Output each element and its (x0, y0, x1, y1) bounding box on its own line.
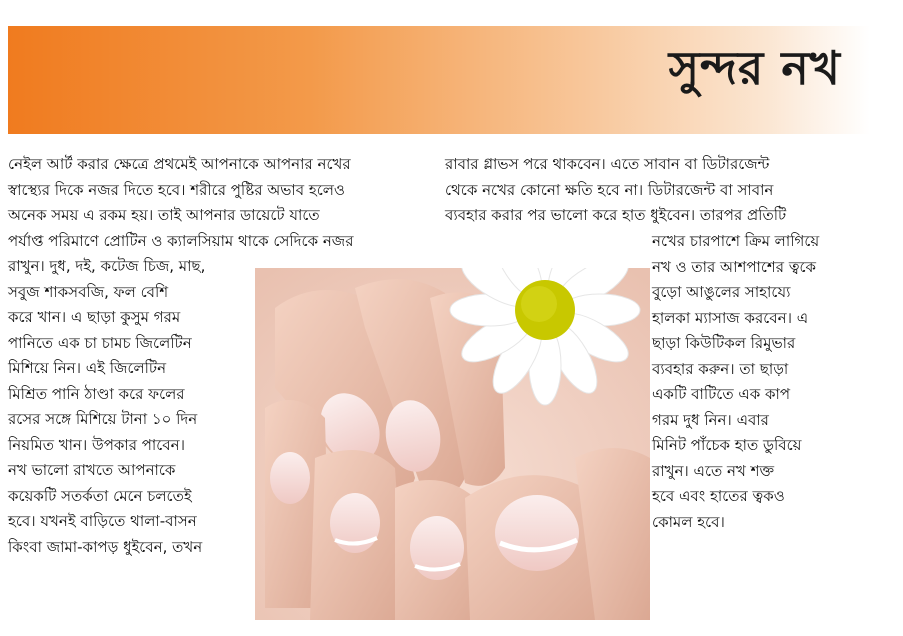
text-line: হবে এবং হাতের ত্বকও (652, 487, 785, 505)
text-line: পর্যাপ্ত পরিমাণে প্রোটিন ও ক্যালসিয়াম থাকে সেদিকে নজর (8, 231, 354, 250)
text-line: নখ ও তার আশপাশের ত্বকে (652, 257, 817, 276)
text-line: একটি বাটিতে এক কাপ (652, 385, 791, 403)
text-line: থেকে নখের কোনো ক্ষতি হবে না। ডিটারজেন্ট বা সাবান (445, 180, 774, 199)
text-line: মিনিট পাঁচেক হাত ডুবিয়ে (652, 436, 802, 454)
text-line: রাখুন। দুধ, দই, কটেজ চিজ, মাছ, (8, 257, 206, 275)
text-line: কিংবা জামা-কাপড় ধুইবেন, তখন (8, 537, 203, 556)
text-line: করে খান। এ ছাড়া কুসুম গরম (8, 308, 181, 326)
text-line: ছাড়া কিউটিকল রিমুভার (652, 334, 796, 352)
text-line: হবে। যখনই বাড়িতে থালা-বাসন (8, 512, 197, 530)
text-line: পানিতে এক চা চামচ জিলেটিন (8, 333, 192, 352)
text-line: নখ ভালো রাখতে আপনাকে (8, 461, 176, 479)
text-line: রাবার গ্লাভস পরে থাকবেন। এতে সাবান বা ডিটারজেন্ট (445, 155, 770, 173)
page-title: সুন্দর নখ (668, 41, 841, 95)
article-right-top (445, 152, 786, 229)
manicure-photo (255, 268, 650, 620)
text-line: নিয়মিত খান। উপকার পাবেন। (8, 435, 185, 454)
text-line: নেইল আর্ট করার ক্ষেত্রে প্রথমেই আপনাকে আপনার নখের (8, 155, 351, 173)
text-line: সবুজ শাকসবজি, ফল বেশি (8, 282, 169, 301)
text-line: হালকা ম্যাসাজ করবেন। এ (652, 308, 809, 327)
text-line: কোমল হবে। (652, 512, 725, 531)
text-line: নখের চারপাশে ক্রিম লাগিয়ে (652, 232, 820, 250)
text-line: কয়েকটি সতর্কতা মেনে চলতেই (8, 486, 192, 505)
text-line: ব্যবহার করার পর ভালো করে হাত ধুইবেন। তারপর প্রতিটি (445, 206, 787, 224)
text-line: গরম দুধ নিন। এবার (652, 410, 769, 429)
text-line: ব্যবহার করুন। তা ছাড়া (652, 359, 789, 378)
article-right-column (652, 229, 819, 535)
text-line: বুড়ো আঙুলের সাহায্যে (652, 283, 791, 301)
text-line: রসের সঙ্গে মিশিয়ে টানা ১০ দিন (8, 410, 198, 428)
text-line: স্বাস্থ্যের দিকে নজর দিতে হবে। শরীরে পুষ্টির অভাব হলেও (8, 180, 345, 199)
text-line: রাখুন। এতে নখ শক্ত (652, 461, 775, 480)
text-line: অনেক সময় এ রকম হয়। তাই আপনার ডায়েটে যাতে (8, 206, 320, 224)
text-line: মিশিয়ে নিন। এই জিলেটিন (8, 359, 167, 377)
text-line: মিশ্রিত পানি ঠাণ্ডা করে ফলের (8, 384, 185, 403)
